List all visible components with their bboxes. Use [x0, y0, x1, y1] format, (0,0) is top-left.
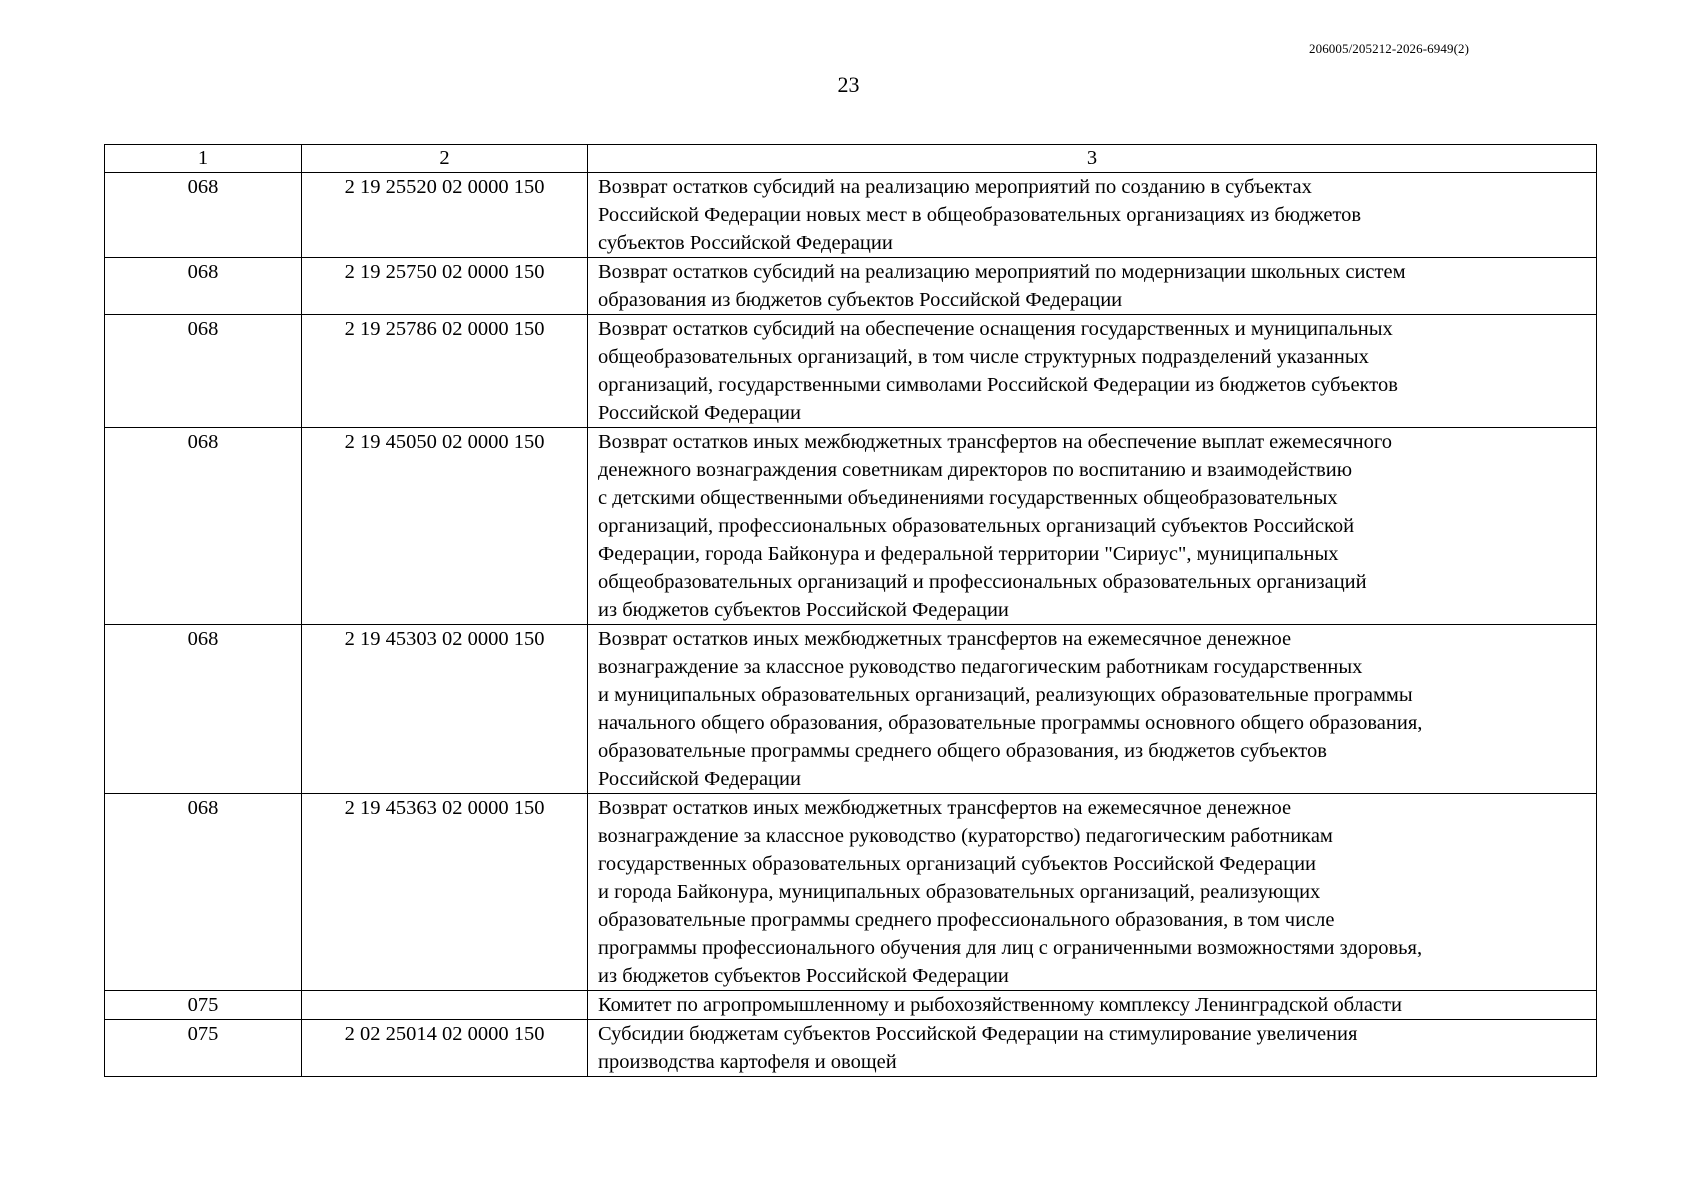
description-line: Возврат остатков иных межбюджетных трансфертов на ежемесячное денежное [598, 797, 1292, 819]
budget-codes-table [104, 144, 1597, 1077]
admin-code-cell: 068 [105, 173, 302, 258]
description-line: из бюджетов субъектов Российской Федерации [598, 599, 1009, 621]
admin-code-cell: 075 [105, 991, 302, 1020]
description-line: Возврат остатков иных межбюджетных трансфертов на ежемесячное денежное [598, 628, 1292, 650]
table-row [105, 625, 1597, 794]
budget-classification-code-cell [302, 991, 588, 1020]
description-line: начального общего образования, образовательные программы основного общего образования, [598, 712, 1423, 734]
document-id: 206005/205212-2026-6949(2) [1309, 41, 1470, 56]
table-row [105, 991, 1597, 1020]
description-line: Российской Федерации [598, 402, 801, 424]
budget-classification-code-cell: 2 19 25520 02 0000 150 [302, 173, 588, 258]
description-line: производства картофеля и овощей [598, 1051, 897, 1073]
description-line: общеобразовательных организаций, в том числе структурных подразделений указанных [598, 346, 1369, 368]
admin-code-cell: 068 [105, 625, 302, 794]
description-line: Российской Федерации новых мест в общеобразовательных организациях из бюджетов [598, 204, 1362, 226]
description-line: из бюджетов субъектов Российской Федерации [598, 965, 1009, 987]
description-line: организаций, государственными символами Российской Федерации из бюджетов субъектов [598, 374, 1398, 396]
description-line: государственных образовательных организаций субъектов Российской Федерации [598, 853, 1317, 875]
admin-code-cell: 068 [105, 315, 302, 428]
description-line: с детскими общественными объединениями государственных общеобразовательных [598, 487, 1338, 509]
description-line: и города Байконура, муниципальных образовательных организаций, реализующих [598, 881, 1321, 903]
description-line: Комитет по агропромышленному и рыбохозяйственному комплексу Ленинградской области [598, 994, 1402, 1016]
description-line: и муниципальных образовательных организаций, реализующих образовательные программы [598, 684, 1413, 706]
description-cell [588, 1020, 1597, 1077]
budget-classification-code-cell: 2 19 25786 02 0000 150 [302, 315, 588, 428]
description-line: программы профессионального обучения для лиц с ограниченными возможностями здоровья, [598, 937, 1423, 959]
description-line: Возврат остатков иных межбюджетных трансфертов на обеспечение выплат ежемесячного [598, 431, 1393, 453]
description-line: образовательные программы среднего общего образования, из бюджетов субъектов [598, 740, 1327, 762]
budget-classification-code-cell: 2 02 25014 02 0000 150 [302, 1020, 588, 1077]
description-cell [588, 794, 1597, 991]
description-line: общеобразовательных организаций и профессиональных образовательных организаций [598, 571, 1367, 593]
description-cell [588, 315, 1597, 428]
description-line: вознаграждение за классное руководство (кураторство) педагогическим работникам [598, 825, 1333, 847]
description-line: организаций, профессиональных образовательных организаций субъектов Российской [598, 515, 1355, 537]
table-row [105, 428, 1597, 625]
description-line: Субсидии бюджетам субъектов Российской Федерации на стимулирование увеличения [598, 1023, 1358, 1045]
description-line: денежного вознаграждения советникам директоров по воспитанию и взаимодействию [598, 459, 1353, 481]
budget-classification-code-cell: 2 19 45363 02 0000 150 [302, 794, 588, 991]
admin-code-cell: 075 [105, 1020, 302, 1077]
table-row [105, 173, 1597, 258]
description-cell [588, 428, 1597, 625]
table-row [105, 794, 1597, 991]
admin-code-cell: 068 [105, 428, 302, 625]
budget-classification-code-cell: 2 19 45050 02 0000 150 [302, 428, 588, 625]
description-line: Возврат остатков субсидий на реализацию мероприятий по модернизации школьных систем [598, 261, 1406, 283]
description-cell [588, 991, 1597, 1020]
description-line: субъектов Российской Федерации [598, 232, 893, 254]
description-line: Возврат остатков субсидий на реализацию мероприятий по созданию в субъектах [598, 176, 1312, 198]
table-body [105, 173, 1597, 1077]
column-number-3: 3 [588, 145, 1597, 173]
description-cell [588, 173, 1597, 258]
description-cell [588, 258, 1597, 315]
description-line: образовательные программы среднего профессионального образования, в том числе [598, 909, 1335, 931]
description-cell [588, 625, 1597, 794]
budget-classification-code-cell: 2 19 45303 02 0000 150 [302, 625, 588, 794]
description-line: образования из бюджетов субъектов Российской Федерации [598, 289, 1123, 311]
description-line: Возврат остатков субсидий на обеспечение оснащения государственных и муниципальных [598, 318, 1393, 340]
admin-code-cell: 068 [105, 258, 302, 315]
admin-code-cell: 068 [105, 794, 302, 991]
page-number: 23 [837, 72, 860, 97]
description-line: Российской Федерации [598, 768, 801, 790]
description-line: вознаграждение за классное руководство педагогическим работникам государственных [598, 656, 1363, 678]
table-row [105, 315, 1597, 428]
table-row [105, 1020, 1597, 1077]
table-row [105, 258, 1597, 315]
column-number-1: 1 [105, 145, 302, 173]
description-line: Федерации, города Байконура и федеральной территории "Сириус", муниципальных [598, 543, 1339, 565]
column-number-2: 2 [302, 145, 588, 173]
column-number-row [105, 145, 1597, 173]
budget-classification-code-cell: 2 19 25750 02 0000 150 [302, 258, 588, 315]
